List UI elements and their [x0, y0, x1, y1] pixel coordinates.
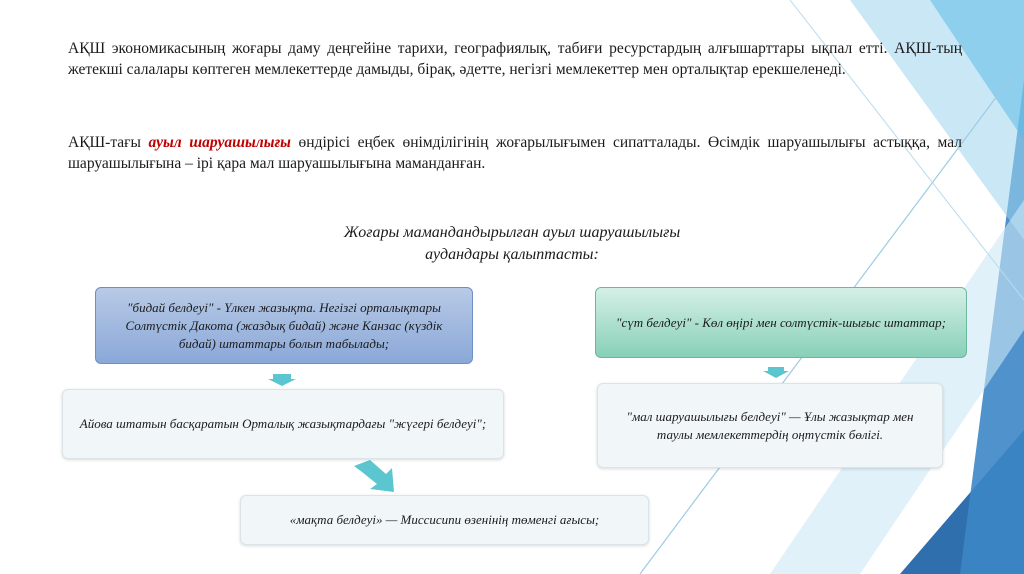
paragraph-suffix: өндірісі еңбек өнімділігінің жоғарылығымен сипатталады. Өсімдік шаруашылығы астыққа, мал шаруашылығына – ірі қара мал шаруашылығына маманданған.: [68, 134, 962, 172]
paragraph-prefix: АҚШ-тағы: [68, 134, 149, 151]
diagram-title-line1: Жоғары мамандандырылған ауыл шаруашылығы: [343, 224, 681, 241]
dairy-belt-box: [595, 287, 967, 358]
arrow-down-icon: [763, 367, 789, 378]
intro-paragraph: АҚШ экономикасының жоғары даму деңгейіне тарихи, географиялық, табиғи ресурстардың алғышарттары ықпал етті. АҚШ-тың жетекші салалары көптеген мемлекеттерде дамыды, бірақ, әдетте, негізгі мемлекеттер мен орталықтар ерекшеленеді.: [68, 40, 962, 78]
agriculture-paragraph: [68, 132, 962, 174]
livestock-belt-text: "мал шаруашылығы белдеуі" — Ұлы жазықтар мен таулы мемлекеттердің оңтүстік бөлігі.: [626, 408, 914, 442]
corn-belt-text: Айова штатын басқаратын Орталық жазықтардағы "жүгері белдеуі";: [79, 416, 487, 431]
arrow-down-icon: [268, 374, 296, 386]
corn-belt-box: [62, 389, 504, 459]
wheat-belt-box: [95, 287, 473, 364]
highlight-term: ауыл шаруашылығы: [148, 134, 291, 151]
livestock-belt-box: [597, 383, 943, 468]
dairy-belt-text: "сүт белдеуі" - Көл өңірі мен солтүстік-шығыс штаттар;: [616, 314, 946, 330]
diagram-title: [0, 222, 1024, 266]
diagram-title-line2: аудандары қалыптасты:: [425, 246, 599, 263]
cotton-belt-text: «мақта белдеуі» — Миссисипи өзенінің төменгі ағысы;: [289, 512, 600, 527]
arrow-diagonal-icon: [354, 460, 394, 492]
cotton-belt-box: [240, 495, 649, 545]
wheat-belt-text: "бидай белдеуі" - Үлкен жазықта. Негізгі орталықтары Солтүстік Дакота (жаздық бидай) және Канзас (күздік бидай) штаттары болып табылады;: [125, 299, 443, 351]
